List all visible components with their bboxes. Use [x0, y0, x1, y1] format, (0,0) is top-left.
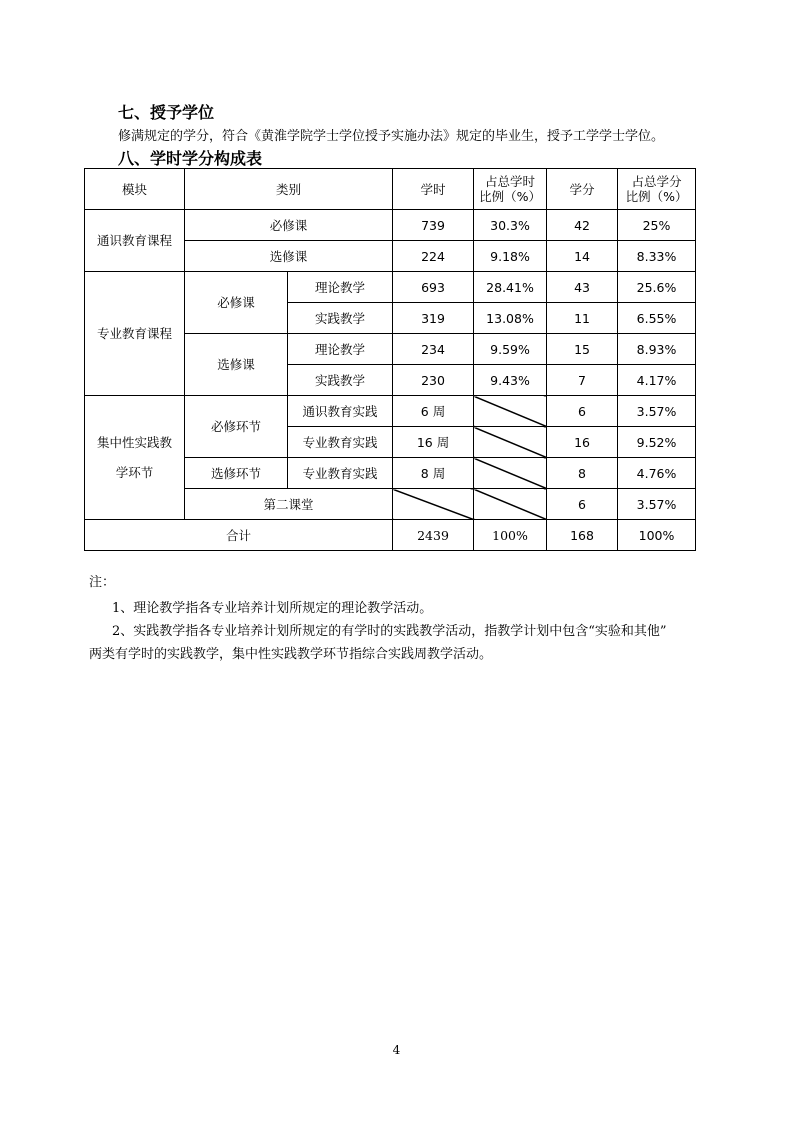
table-row	[85, 210, 696, 241]
header-hours: 学时	[393, 169, 474, 210]
hours-ratio-cell: 9.43%	[474, 365, 547, 396]
credits-cell: 7	[547, 365, 618, 396]
notes-title: 注：	[89, 575, 116, 590]
hours-ratio-cell: 28.41%	[474, 272, 547, 303]
credit-ratio-cell: 25%	[618, 210, 696, 241]
total-hours: 2439	[393, 520, 474, 551]
note-1: 1、理论教学指各专业培养计划所规定的理论教学活动。	[112, 601, 433, 616]
credit-ratio-cell: 9.52%	[618, 427, 696, 458]
table-header-row	[85, 169, 696, 210]
category-cell: 选修课	[185, 241, 393, 272]
category-cell: 选修课	[185, 334, 288, 396]
module-practice: 集中性实践教 学环节	[85, 396, 185, 520]
hours-cell: 224	[393, 241, 474, 272]
note-2-line-2: 两类有学时的实践教学，集中性实践教学环节指综合实践周教学活动。	[89, 647, 493, 662]
category-cell: 必修课	[185, 272, 288, 334]
category-cell: 选修环节	[185, 458, 288, 489]
total-label: 合计	[85, 520, 393, 551]
empty-slash-cell	[474, 489, 547, 520]
hours-cell: 6 周	[393, 396, 474, 427]
hours-credits-table	[84, 168, 696, 551]
credits-cell: 6	[547, 489, 618, 520]
credits-cell: 15	[547, 334, 618, 365]
hours-cell: 693	[393, 272, 474, 303]
subcategory-cell: 实践教学	[288, 303, 393, 334]
total-credits: 168	[547, 520, 618, 551]
total-hours-ratio: 100%	[474, 520, 547, 551]
empty-slash-cell	[474, 458, 547, 489]
category-cell: 必修课	[185, 210, 393, 241]
credit-ratio-cell: 4.17%	[618, 365, 696, 396]
subcategory-cell: 实践教学	[288, 365, 393, 396]
section7-title: 七、授予学位	[118, 103, 215, 122]
hours-cell: 8 周	[393, 458, 474, 489]
subcategory-cell: 专业教育实践	[288, 427, 393, 458]
module-general: 通识教育课程	[85, 210, 185, 272]
subcategory-cell: 通识教育实践	[288, 396, 393, 427]
credits-cell: 43	[547, 272, 618, 303]
hours-ratio-cell: 9.18%	[474, 241, 547, 272]
hours-ratio-cell: 9.59%	[474, 334, 547, 365]
header-credits: 学分	[547, 169, 618, 210]
subcategory-cell: 理论教学	[288, 334, 393, 365]
empty-slash-cell	[474, 427, 547, 458]
credit-ratio-cell: 3.57%	[618, 489, 696, 520]
credit-ratio-cell: 8.33%	[618, 241, 696, 272]
hours-cell: 16 周	[393, 427, 474, 458]
header-credit-ratio: 占总学分 比例（%）	[618, 169, 696, 210]
credits-cell: 8	[547, 458, 618, 489]
credits-cell: 42	[547, 210, 618, 241]
module-major: 专业教育课程	[85, 272, 185, 396]
subcategory-cell: 专业教育实践	[288, 458, 393, 489]
subcategory-cell: 理论教学	[288, 272, 393, 303]
table-row	[85, 396, 696, 427]
credits-cell: 16	[547, 427, 618, 458]
hours-cell: 739	[393, 210, 474, 241]
header-category: 类别	[185, 169, 393, 210]
credits-cell: 14	[547, 241, 618, 272]
hours-cell: 234	[393, 334, 474, 365]
hours-ratio-cell: 13.08%	[474, 303, 547, 334]
credit-ratio-cell: 6.55%	[618, 303, 696, 334]
category-cell: 必修环节	[185, 396, 288, 458]
section8-title: 八、学时学分构成表	[118, 149, 263, 168]
table-row	[85, 272, 696, 303]
credit-ratio-cell: 25.6%	[618, 272, 696, 303]
credit-ratio-cell: 3.57%	[618, 396, 696, 427]
header-module: 模块	[85, 169, 185, 210]
note-2-line-1: 2、实践教学指各专业培养计划所规定的有学时的实践教学活动，指教学计划中包含“实验和其他”	[112, 624, 667, 639]
credit-ratio-cell: 8.93%	[618, 334, 696, 365]
empty-slash-cell	[474, 396, 547, 427]
total-credit-ratio: 100%	[618, 520, 696, 551]
empty-slash-cell	[393, 489, 474, 520]
credits-cell: 11	[547, 303, 618, 334]
section7-text: 修满规定的学分，符合《黄淮学院学士学位授予实施办法》规定的毕业生，授予工学学士学位。	[118, 129, 665, 144]
credit-ratio-cell: 4.76%	[618, 458, 696, 489]
category-cell: 第二课堂	[185, 489, 393, 520]
total-row	[85, 520, 696, 551]
hours-cell: 230	[393, 365, 474, 396]
hours-ratio-cell: 30.3%	[474, 210, 547, 241]
hours-cell: 319	[393, 303, 474, 334]
header-hours-ratio: 占总学时 比例（%）	[474, 169, 547, 210]
credits-cell: 6	[547, 396, 618, 427]
page-number: 4	[392, 1043, 401, 1057]
